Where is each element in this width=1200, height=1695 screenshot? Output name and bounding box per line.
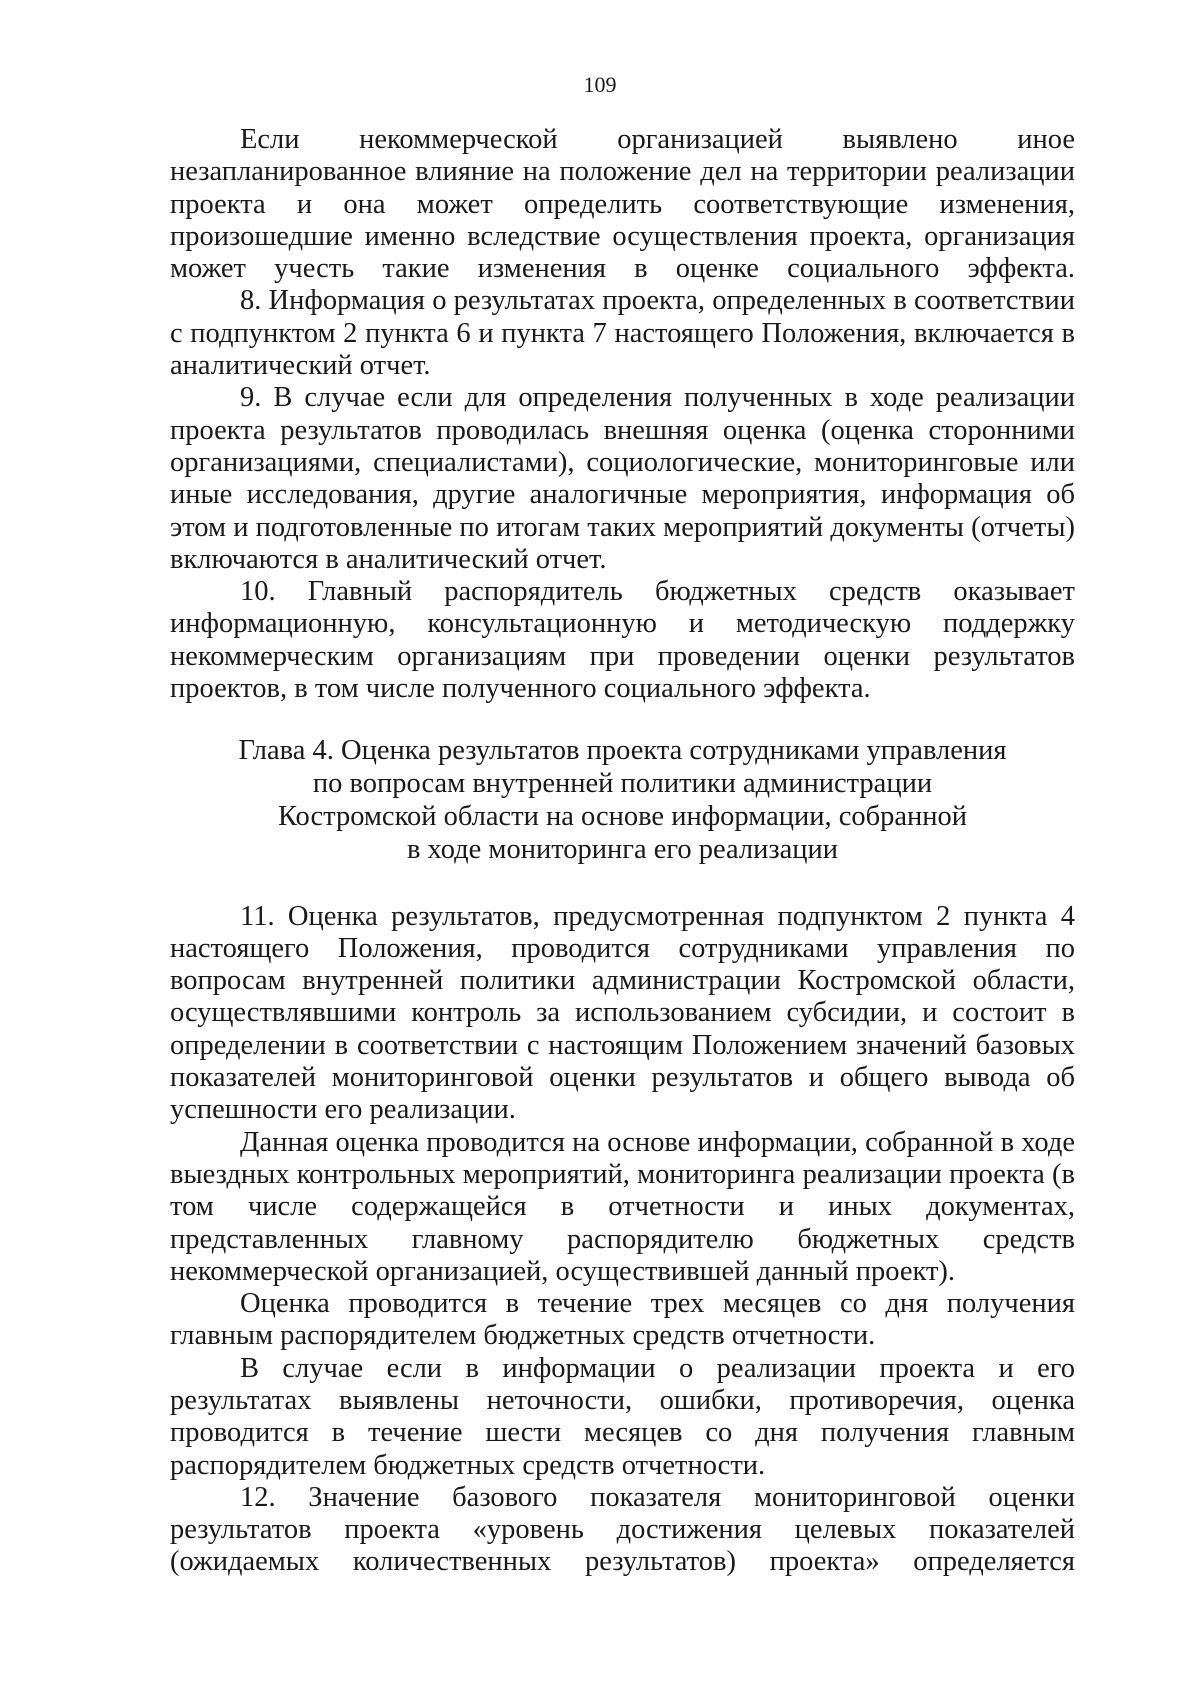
paragraph-evaluation-term: Оценка проводится в течение трех месяцев со дня получения главным распорядителем бюджетных средств отчетности. (170, 1288, 1075, 1352)
chapter-heading-line: по вопросам внутренней политики администрации (312, 768, 933, 800)
chapter-heading (170, 735, 1075, 866)
paragraph-evaluation-basis: Данная оценка проводится на основе информации, собранной в ходе выездных контрольных мероприятий, мониторинга реализации проекта (в том числе содержащейся в отчетности и иных документах, представленных главному распорядителю бюджетных средств некоммерческой организацией, осуществившей данный проект). (170, 1126, 1075, 1287)
chapter-heading-line: в ходе мониторинга его реализации (406, 833, 839, 865)
paragraph-item-9: 9. В случае если для определения полученных в ходе реализации проекта результатов проводилась внешняя оценка (оценка сторонними организациями, специалистами), социологические, мониторинговые или иные исследования, другие аналогичные мероприятия, информация об этом и подготовленные по итогам таких мероприятий документы (отчеты) включаются в аналитический отчет. (170, 382, 1075, 575)
paragraph-evaluation-extended-term: В случае если в информации о реализации проекта и его результатах выявлены неточности, ошибки, противоречия, оценка проводится в течение шести месяцев со дня получения главным распорядителем бюджетных средств отчетности. (170, 1352, 1075, 1481)
chapter-heading-line: Глава 4. Оценка результатов проекта сотрудниками управления (238, 735, 1007, 767)
paragraph-item-10: 10. Главный распорядитель бюджетных средств оказывает информационную, консультационную и методическую поддержку некоммерческим организациям при проведении оценки результатов проектов, в том числе полученного социального эффекта. (170, 576, 1075, 705)
paragraph-item-8: 8. Информация о результатах проекта, определенных в соответствии с подпунктом 2 пункта 6 и пункта 7 настоящего Положения, включается в аналитический отчет. (170, 285, 1075, 382)
document-body (170, 124, 1075, 1579)
paragraph-item-11: 11. Оценка результатов, предусмотренная подпунктом 2 пункта 4 настоящего Положения, проводится сотрудниками управления по вопросам внутренней политики администрации Костромской области, осуществлявшими контроль за использованием субсидии, и состоит в определении в соответствии с настоящим Положением значений базовых показателей мониторинговой оценки результатов и общего вывода об успешности его реализации. (170, 900, 1075, 1126)
page-number: 109 (583, 72, 617, 97)
paragraph-item-12: 12. Значение базового показателя мониторинговой оценки результатов проекта «уровень достижения целевых показателей (ожидаемых количественных результатов) проекта» определяется (170, 1481, 1075, 1578)
paragraph-unplanned-impact: Если некоммерческой организацией выявлено иное незапланированное влияние на положение дел на территории реализации проекта и она может определить соответствующие изменения, произошедшие именно вследствие осуществления проекта, организация может учесть такие изменения в оценке социального эффекта. (170, 124, 1075, 285)
chapter-heading-line: Костромской области на основе информации, собранной (277, 800, 968, 832)
